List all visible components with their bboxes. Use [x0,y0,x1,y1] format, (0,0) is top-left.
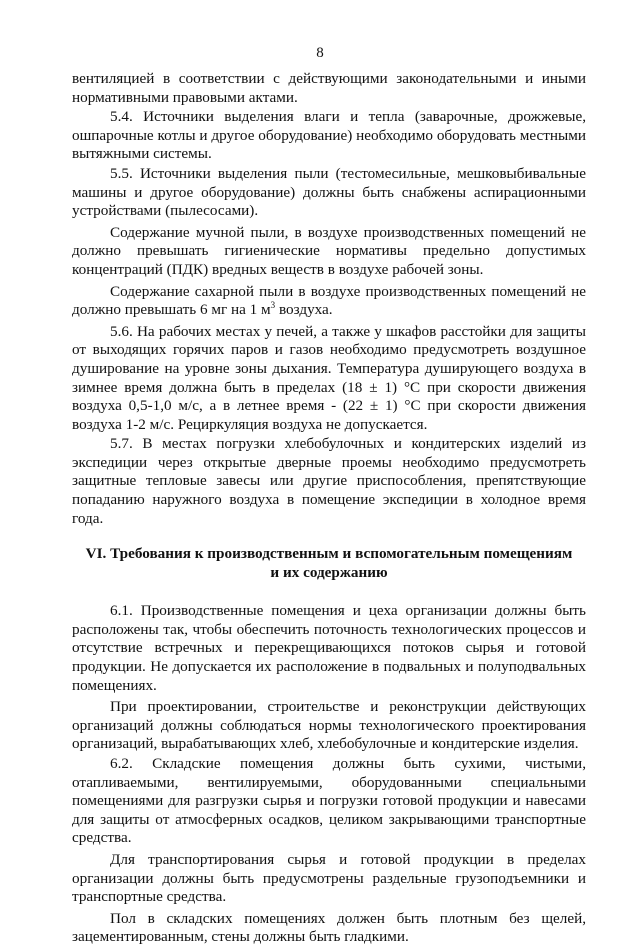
section-heading: VI. Требования к производственным и вспомогательным помещениям и их содержанию [85,545,573,582]
paragraph-6-2: 6.2. Складские помещения должны быть сухими, чистыми, отапливаемыми, вентилируемыми, оборудованными специальными помещениями для разгрузки сырья и погрузки готовой продукции и навесами для защиты от атмосферных осадков, целиком закрывающими транспортные средства. [72,755,586,847]
cubic-superscript: 3 [270,300,276,311]
document-body [72,70,586,948]
sugar-dust-text-end: воздуха. [275,301,333,319]
paragraph-design-norms: При проектировании, строительстве и реконструкции действующих организаций должны соблюдаться нормы технологического проектирования организаций, вырабатывающих хлеб, хлебобулочные и кондитерские изделия. [72,698,586,753]
page-number: 8 [316,45,324,61]
paragraph-5-6: 5.6. На рабочих местах у печей, а также у шкафов расстойки для защиты от выходящих горячих паров и газов необходимо предусмотреть воздушное душирование на уровне зоны дыхания. Температура душирующего воздуха в зимнее время должна быть в пределах (18 ± 1) °С при скорости движения воздуха 0,5-1,0 м/с, а в летнее время - (22 ± 1) °С при скорости движения воздуха 1-2 м/с. Рециркуляция воздуха не допускается. [72,322,586,433]
paragraph-floor: Пол в складских помещениях должен быть плотным без щелей, зацементированным, стены должны быть гладкими. [72,909,586,946]
paragraph-5-5: 5.5. Источники выделения пыли (тестомесильные, мешковыбивальные машины и другое оборудование) должны быть снабжены аспирационными устройствами (пылесосами). [72,164,586,220]
paragraph-transport: Для транспортирования сырья и готовой продукции в пределах организации должны быть предусмотрены раздельные грузоподъемники и транспортные средства. [72,850,586,906]
paragraph-6-1: 6.1. Производственные помещения и цеха организации должны быть расположены так, чтобы обеспечить поточность технологических процессов и отсутствие встречных и перекрещивающихся потоков сырья и готовой продукции. Не допускается их расположение в подвальных и полуподвальных помещениях. [72,602,586,694]
paragraph-ventilation-continued: вентиляцией в соответствии с действующими законодательными и иными нормативными правовыми актами. [72,70,586,106]
paragraph-5-4: 5.4. Источники выделения влаги и тепла (заварочные, дрожжевые, ошпарочные котлы и другое оборудование) необходимо оборудовать местными вытяжными системы. [72,108,586,163]
paragraph-flour-dust: Содержание мучной пыли, в воздухе производственных помещений не должно превышать гигиенические нормативы предельно допустимых концентраций (ПДК) вредных веществ в воздухе рабочей зоны. [72,223,586,278]
paragraph-5-7: 5.7. В местах погрузки хлебобулочных и кондитерских изделий из экспедиции через открытые дверные проемы необходимо предусмотреть защитные тепловые завесы или другие приспособления, препятствующие попаданию наружного воздуха в помещение экспедиции в холодное время года. [72,435,586,527]
paragraph-sugar-dust [72,283,586,320]
sugar-dust-text: Содержание сахарной пыли в воздухе производственных помещений не должно превышать 6 мг на 1 м [72,282,586,319]
